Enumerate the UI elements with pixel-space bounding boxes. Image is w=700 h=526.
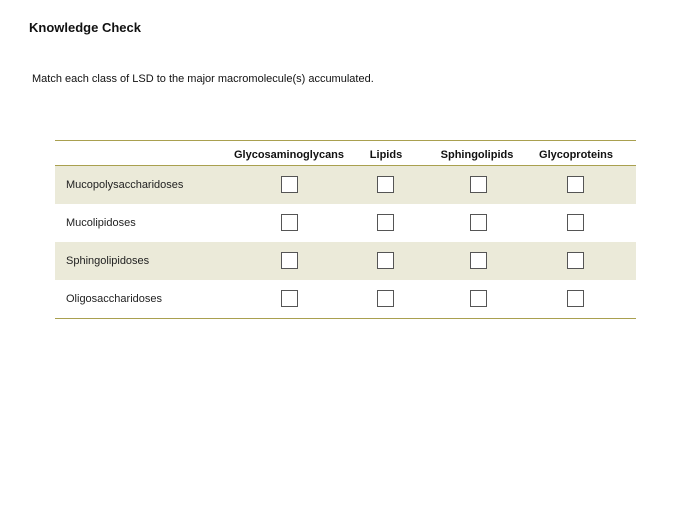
- row-label: Oligosaccharidoses: [66, 293, 162, 305]
- checkbox-oligosaccharidoses-glycosaminoglycans[interactable]: [281, 290, 298, 307]
- checkbox-oligosaccharidoses-lipids[interactable]: [377, 290, 394, 307]
- checkbox-mucopolysaccharidoses-lipids[interactable]: [377, 176, 394, 193]
- row-label: Mucopolysaccharidoses: [66, 179, 184, 191]
- matrix-row-mucolipidoses: [55, 204, 636, 242]
- checkbox-sphingolipidoses-glycosaminoglycans[interactable]: [281, 252, 298, 269]
- checkbox-sphingolipidoses-lipids[interactable]: [377, 252, 394, 269]
- row-label: Sphingolipidoses: [66, 255, 150, 267]
- matrix-row-oligosaccharidoses: [55, 280, 636, 318]
- checkbox-sphingolipidoses-sphingolipids[interactable]: [470, 252, 487, 269]
- checkbox-mucolipidoses-sphingolipids[interactable]: [470, 214, 487, 231]
- matrix-row-mucopolysaccharidoses: [55, 166, 636, 204]
- matrix-row-sphingolipidoses: [55, 242, 636, 280]
- checkbox-oligosaccharidoses-sphingolipids[interactable]: [470, 290, 487, 307]
- column-header-glycoproteins: Glycoproteins: [539, 149, 613, 161]
- checkbox-mucolipidoses-glycosaminoglycans[interactable]: [281, 214, 298, 231]
- question-instruction: Match each class of LSD to the major macromolecule(s) accumulated.: [32, 73, 374, 85]
- matching-matrix: [55, 140, 636, 319]
- checkbox-sphingolipidoses-glycoproteins[interactable]: [567, 252, 584, 269]
- column-header-sphingolipids: Sphingolipids: [440, 149, 514, 161]
- matrix-header-row: [55, 141, 636, 166]
- column-header-glycosaminoglycans: Glycosaminoglycans: [233, 149, 345, 161]
- checkbox-mucopolysaccharidoses-sphingolipids[interactable]: [470, 176, 487, 193]
- row-label: Mucolipidoses: [66, 217, 136, 229]
- checkbox-mucolipidoses-lipids[interactable]: [377, 214, 394, 231]
- checkbox-oligosaccharidoses-glycoproteins[interactable]: [567, 290, 584, 307]
- checkbox-mucopolysaccharidoses-glycosaminoglycans[interactable]: [281, 176, 298, 193]
- page-title: Knowledge Check: [29, 20, 141, 35]
- checkbox-mucolipidoses-glycoproteins[interactable]: [567, 214, 584, 231]
- column-header-lipids: Lipids: [369, 149, 403, 161]
- checkbox-mucopolysaccharidoses-glycoproteins[interactable]: [567, 176, 584, 193]
